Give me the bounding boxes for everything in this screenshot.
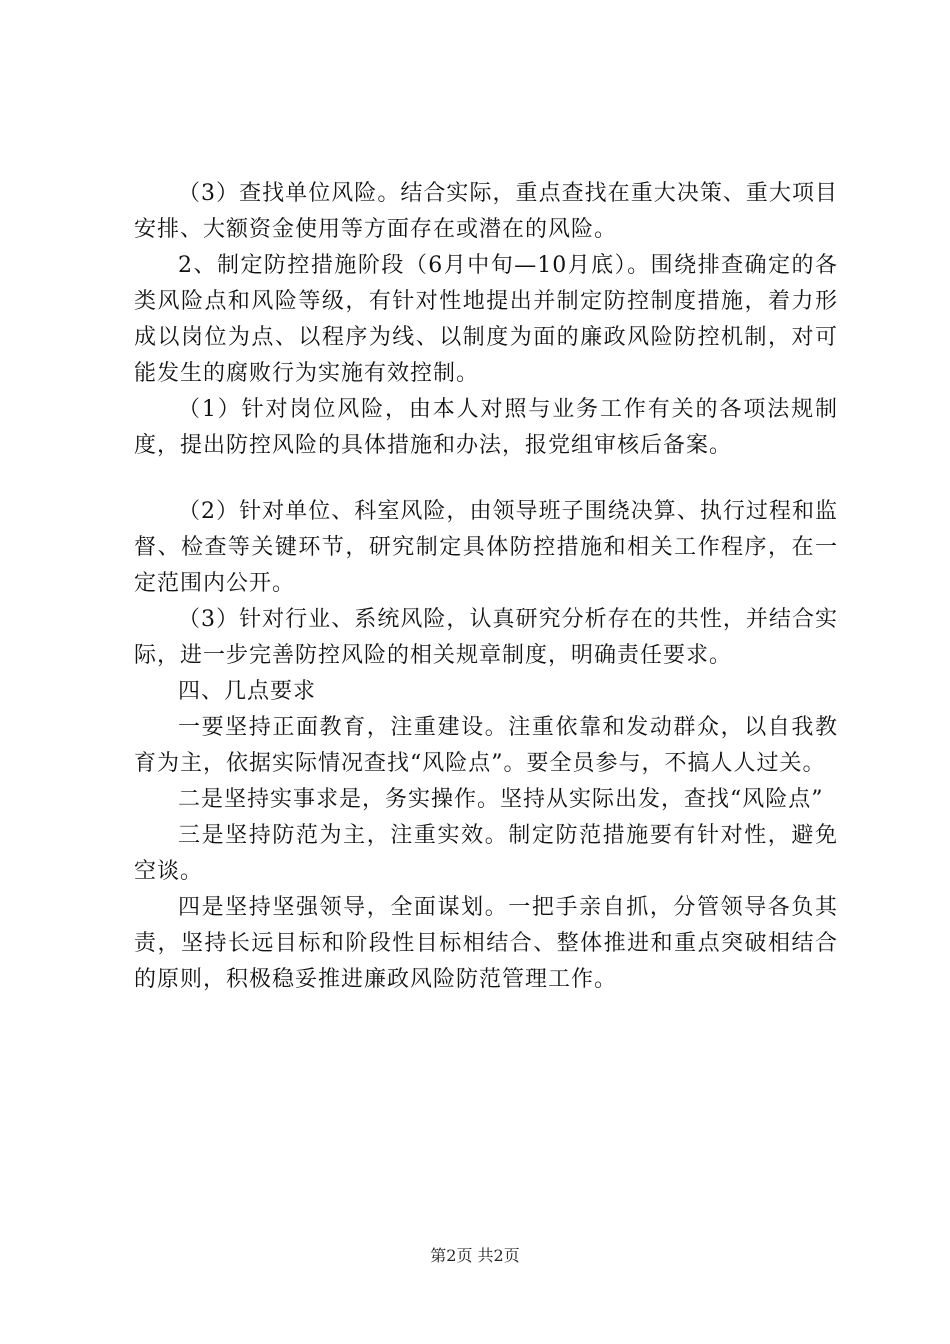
paragraph-requirement-two: 二是坚持实事求是，务实操作。坚持从实际出发，查找“风险点” xyxy=(178,787,824,812)
section-heading-requirements: 四、几点要求 xyxy=(178,679,317,704)
paragraph-industry-system-risk: （3）针对行业、系统风险，认真研究分析存在的共性，并结合实际，进一步完善防控风险的相关规章制度，明确责任要求。 xyxy=(134,607,838,668)
document-body xyxy=(134,176,838,998)
paragraph-requirement-three: 三是坚持防范为主，注重实效。制定防范措施要有针对性，避免空谈。 xyxy=(134,823,838,884)
paragraph-find-unit-risk: （3）查找单位风险。结合实际，重点查找在重大决策、重大项目安排、大额资金使用等方面存在或潜在的风险。 xyxy=(134,181,838,242)
paragraph-requirement-one: 一要坚持正面教育，注重建设。注重依靠和发动群众，以自我教育为主，依据实际情况查找“风险点”。要全员参与，不搞人人过关。 xyxy=(134,715,838,776)
paragraph-stage-two-measures: 2、制定防控措施阶段（6月中旬—10月底）。围绕排查确定的各类风险点和风险等级，有针对性地提出并制定防控制度措施，着力形成以岗位为点、以程序为线、以制度为面的廉政风险防控机制，对可能发生的腐败行为实施有效控制。 xyxy=(134,253,838,386)
page-footer: 第2页 共2页 xyxy=(430,1246,520,1265)
paragraph-post-risk: （1）针对岗位风险，由本人对照与业务工作有关的各项法规制度，提出防控风险的具体措施和办法，报党组审核后备案。 xyxy=(134,397,838,458)
paragraph-requirement-four: 四是坚持坚强领导，全面谋划。一把手亲自抓，分管领导各负其责，坚持长远目标和阶段性目标相结合、整体推进和重点突破相结合的原则，积极稳妥推进廉政风险防范管理工作。 xyxy=(134,895,838,992)
paragraph-unit-office-risk: （2）针对单位、科室风险，由领导班子围绕决算、执行过程和监督、检查等关键环节，研究制定具体防控措施和相关工作程序，在一定范围内公开。 xyxy=(134,499,838,596)
